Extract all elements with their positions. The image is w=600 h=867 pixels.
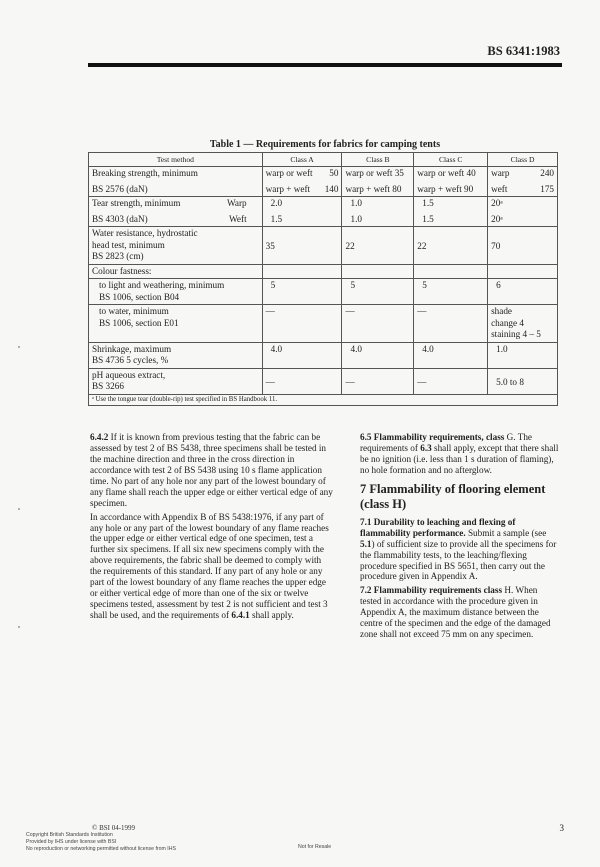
table-title: Table 1 — Requirements for fabrics for camping tents — [209, 139, 441, 150]
class-a-cell: 35 — [262, 227, 342, 265]
clause-7-1: 7.1 Durability to leaching and flexing of flammability performance. Submit a sample (see 5.1) of sufficient size to provide all the specimens for the flammability tests, to the leaching/flexing procedure specified in BS 5651, then carry out the procedure given in Appendix A. — [360, 516, 557, 582]
table-footnote-row — [89, 394, 558, 405]
class-b-cell: 5 — [342, 279, 414, 305]
table-row — [89, 167, 558, 197]
clause-6-5: 6.5 Flammability requirements, class G. The requirements of 6.3 shall apply, except that there shall be no ignition (i.e. less than 1 s duration of flaming), no hole formation and no afterglow. — [360, 432, 559, 475]
class-a-cell: — — [262, 368, 342, 394]
requirements-table — [88, 152, 558, 406]
class-c-cell: warp or weft 40 warp + weft 90 — [414, 167, 488, 197]
footer-copyright: Copyright British Standards Institution Provided by IHS under license with BSI No reproduction or networking permitted without license from IHS — [26, 832, 176, 853]
class-a-cell: warp or weft 50 warp + weft 140 — [262, 167, 342, 197]
table-row — [89, 305, 558, 343]
class-c-cell: — — [414, 305, 488, 343]
table-row — [89, 264, 558, 279]
test-method-cell: pH aqueous extract, BS 3266 — [89, 368, 263, 394]
class-d-cell: warp 240 weft 175 — [488, 167, 558, 197]
standard-number: BS 6341:1983 — [487, 44, 560, 58]
class-a-cell: 5 — [262, 279, 342, 305]
class-d-cell: 6 — [488, 279, 558, 305]
test-method-cell: Breaking strength, minimum BS 2576 (daN) — [89, 167, 263, 197]
test-method-cell: to light and weathering, minimum BS 1006, section B04 — [89, 279, 263, 305]
class-b-cell: 22 — [342, 227, 414, 265]
scan-speck — [18, 508, 20, 510]
left-column — [90, 432, 334, 624]
class-c-cell: 4.0 — [414, 342, 488, 368]
section-7-heading: 7 Flammability of flooring element (class H) — [360, 481, 546, 511]
header-rule — [88, 63, 562, 67]
test-method-cell: to water, minimum BS 1006, section E01 — [89, 305, 263, 343]
right-column — [360, 432, 560, 643]
class-c-cell: 22 — [414, 227, 488, 265]
class-d-cell: shade change 4 staining 4 – 5 — [488, 305, 558, 343]
clause-6-4-2: 6.4.2 If it is known from previous testing that the fabric can be assessed by test 2 of BS 5438, three specimens shall be tested in the machine direction and three in the cross direction in accordance with test 2 of BS 5438 using 10 s flame application time. No part of any hole nor any part of the lowest boundary of any flame shall reach the upper edge or either vertical edge of any specimen. — [90, 432, 333, 508]
test-method-cell: Shrinkage, maximum BS 4736 5 cycles, % — [89, 342, 263, 368]
table-header-row — [89, 153, 558, 167]
clause-7-2: 7.2 Flammability requirements class H. When tested in accordance with the procedure given in Appendix A, the maximum distance between the centre of the specimen and the edge of the damaged zone shall not exceed 75 mm on any specimen. — [360, 585, 551, 640]
class-b-cell: 4.0 — [342, 342, 414, 368]
test-method-cell: Colour fastness: — [89, 264, 263, 279]
column-header: Class C — [414, 153, 488, 167]
class-c-cell: 1.5 1.5 — [414, 197, 488, 227]
class-a-cell: 4.0 — [262, 342, 342, 368]
page-number: 3 — [559, 823, 564, 833]
class-a-cell: — — [262, 305, 342, 343]
scan-speck — [18, 346, 20, 348]
footer-resale: Not for Resale — [298, 844, 332, 850]
class-d-cell: 20ᵃ 20ᵃ — [488, 197, 558, 227]
table-row — [89, 279, 558, 305]
test-method-cell: Tear strength, minimum Warp BS 4303 (daN) Weft — [89, 197, 263, 227]
column-header: Class A — [262, 153, 342, 167]
column-header: Class B — [342, 153, 414, 167]
scan-speck — [18, 626, 20, 628]
table-row — [89, 342, 558, 368]
class-b-cell: warp or weft 35 warp + weft 80 — [342, 167, 414, 197]
table-footnote: ᵃ Use the tongue tear (double-rip) test specified in BS Handbook 11. — [89, 394, 558, 405]
class-b-cell: 1.0 1.0 — [342, 197, 414, 227]
clause-6-4-2-continued: In accordance with Appendix B of BS 5438:1976, if any part of any hole or any part of the lowest boundary of any flame reaches the upper edge or either vertical edge of one specimen, test a further six specimens. If all six new specimens comply with the above requirements, the fabric shall be deemed to comply with the requirements of this standard. If any part of any hole or any part of the lowest boundary of any flame reaches the upper edge or either vertical edge of more than one of the six or twelve specimens tested, assessment by test 2 is not sufficient and test 3 shall be used, and the requirements of 6.4.1 shall apply. — [90, 511, 329, 620]
class-d-cell: 5.0 to 8 — [488, 368, 558, 394]
class-b-cell: — — [342, 305, 414, 343]
class-c-cell: 5 — [414, 279, 488, 305]
class-b-cell: — — [342, 368, 414, 394]
table-row — [89, 197, 558, 227]
table-row — [89, 227, 558, 265]
footer-date: © BSI 04-1999 — [92, 824, 136, 832]
column-header: Class D — [488, 153, 558, 167]
table-row — [89, 368, 558, 394]
class-d-cell: 1.0 — [488, 342, 558, 368]
column-header: Test method — [89, 153, 263, 167]
test-method-cell: Water resistance, hydrostatic head test, minimum BS 2823 (cm) — [89, 227, 263, 265]
class-d-cell: 70 — [488, 227, 558, 265]
class-c-cell: — — [414, 368, 488, 394]
class-a-cell: 2.0 1.5 — [262, 197, 342, 227]
